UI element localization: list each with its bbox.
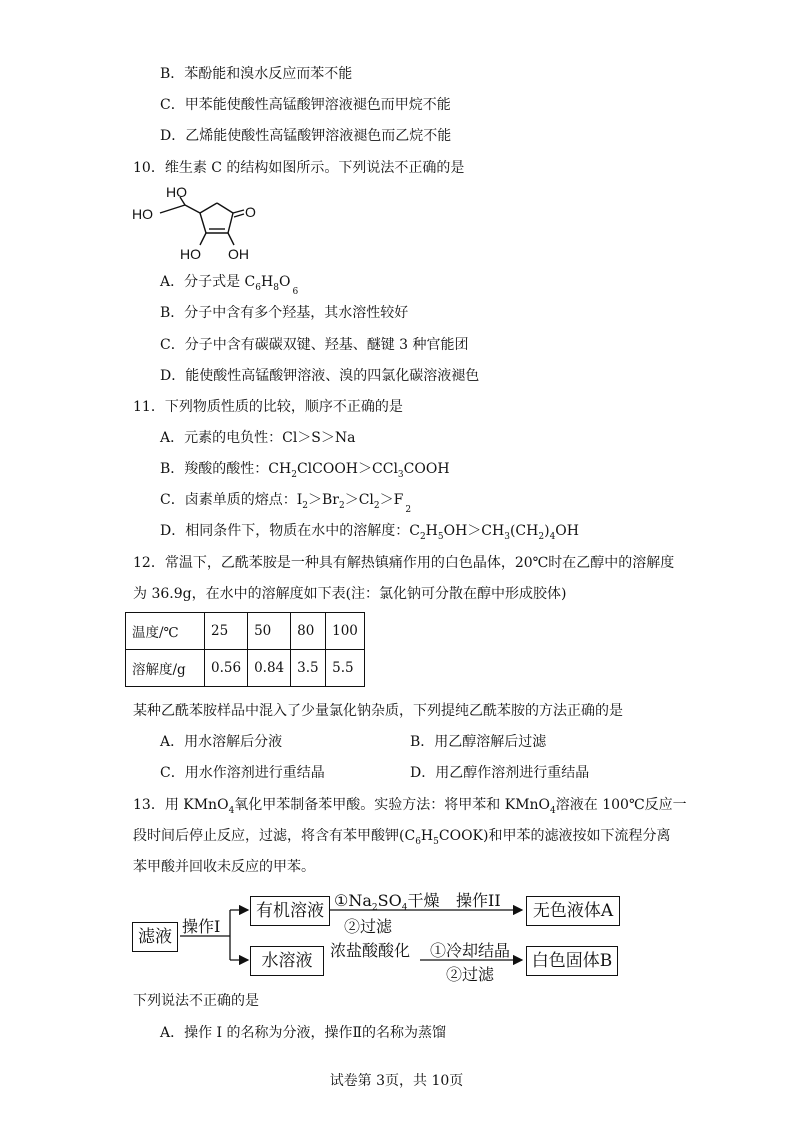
- q12-stem-line3: 某种乙酰苯胺样品中混入了少量氯化钠杂质，下列提纯乙酰苯胺的方法正确的是: [133, 703, 623, 719]
- q9-option-b: B．苯酚能和溴水反应而苯不能: [160, 66, 353, 82]
- q13-stem-line3: 苯甲酸并回收未反应的甲苯。: [133, 859, 315, 875]
- vitamin-c-structure: [130, 183, 270, 265]
- table-cell: 5.5: [326, 650, 365, 687]
- q10-option-c: C．分子中含有碳碳双键、羟基、醚键 3 种官能团: [160, 337, 469, 353]
- table-cell: 0.84: [248, 650, 291, 687]
- q10-stem: 10．维生素 C 的结构如图所示。下列说法不正确的是: [133, 160, 465, 176]
- q12-option-c: C．用水作溶剂进行重结晶: [160, 765, 325, 781]
- flow-label-op2: 操作II: [456, 891, 501, 910]
- q11-stem: 11．下列物质性质的比较，顺序不正确的是: [133, 399, 403, 415]
- q10-option-a: A．分子式是 $C_6H_8O_6$: [160, 274, 299, 297]
- table-cell: 80: [291, 613, 326, 650]
- solubility-table: [125, 612, 365, 687]
- struct-label-oh-bottom: OH: [228, 246, 249, 262]
- struct-label-ho-left: HO: [132, 206, 153, 222]
- q12-option-b: B．用乙醇溶解后过滤: [410, 734, 547, 750]
- q11-option-d: D．相同条件下，物质在水中的溶解度：$C_2H_5OH>CH_3(CH_2)_4OH$: [160, 523, 579, 542]
- flow-label-filter1: ②过滤: [344, 917, 393, 936]
- table-cell: 50: [248, 613, 291, 650]
- q10-option-d: D．能使酸性高锰酸钾溶液、溴的四氯化碳溶液褪色: [160, 368, 480, 384]
- q12-option-d: D．用乙醇作溶剂进行重结晶: [410, 765, 590, 781]
- separation-flowchart: [130, 880, 670, 984]
- flow-label-cool: ①冷却结晶: [430, 941, 511, 960]
- q13-stem-line2: 段时间后停止反应，过滤，将含有苯甲酸钾$(C_6H_5COOK)$和甲苯的滤液按如下流程分离: [133, 828, 671, 847]
- flow-label-filter2: ②过滤: [446, 965, 495, 984]
- q9-option-d: D．乙烯能使酸性高锰酸钾溶液褪色而乙烷不能: [160, 128, 452, 144]
- flow-label-op1: 操作I: [182, 917, 221, 936]
- struct-label-ho-bottom: HO: [180, 246, 201, 262]
- q13-after-stem: 下列说法不正确的是: [133, 993, 259, 1009]
- flow-box-liquid-a: 无色液体A: [526, 896, 620, 926]
- table-cell: 25: [205, 613, 248, 650]
- q11-option-b: B．羧酸的酸性：$CH_2ClCOOH>CCl_3COOH$: [160, 461, 450, 480]
- flow-label-acidify: 浓盐酸酸化: [330, 941, 411, 960]
- flow-box-filtrate: 滤液: [132, 922, 178, 952]
- q9-option-c: C．甲苯能使酸性高锰酸钾溶液褪色而甲烷不能: [160, 97, 451, 113]
- q13-stem-line1: 13．用 KMnO$_4$氧化甲苯制备苯甲酸。实验方法：将甲苯和 KMnO$_4$溶液在 100℃反应一: [133, 797, 687, 816]
- struct-label-o: O: [245, 204, 256, 220]
- q12-stem-line1: 12．常温下，乙酰苯胺是一种具有解热镇痛作用的白色晶体，20℃时在乙醇中的溶解度: [133, 555, 675, 571]
- struct-label-ho-top: HO: [166, 184, 187, 200]
- q12-stem-line2: 为 36.9g，在水中的溶解度如下表(注：氯化钠可分散在醇中形成胶体): [133, 586, 567, 602]
- page-footer: 试卷第 3页，共 10页: [329, 1073, 464, 1089]
- q10-option-b: B．分子中含有多个羟基，其水溶性较好: [160, 305, 409, 321]
- table-row: [126, 613, 365, 650]
- table-header-temp: 温度/℃: [126, 613, 205, 650]
- flow-box-organic: 有机溶液: [250, 896, 330, 926]
- table-header-solubility: 溶解度/g: [126, 650, 205, 687]
- flow-box-solid-b: 白色固体B: [526, 946, 618, 976]
- q12-option-a: A．用水溶解后分液: [160, 734, 283, 750]
- q11-option-a: A．元素的电负性：Cl＞S＞Na: [160, 430, 356, 446]
- table-row: [126, 650, 365, 687]
- table-cell: 100: [326, 613, 365, 650]
- q13-option-a: A．操作 I 的名称为分液，操作Ⅱ的名称为蒸馏: [160, 1025, 447, 1041]
- flow-label-drying: $①Na_2SO_4$干燥: [334, 891, 440, 914]
- flow-box-aqueous: 水溶液: [250, 946, 324, 976]
- table-cell: 3.5: [291, 650, 326, 687]
- q11-option-c: C．卤素单质的熔点：$I_2>Br_2>Cl_2>F_2$: [160, 492, 412, 515]
- table-cell: 0.56: [205, 650, 248, 687]
